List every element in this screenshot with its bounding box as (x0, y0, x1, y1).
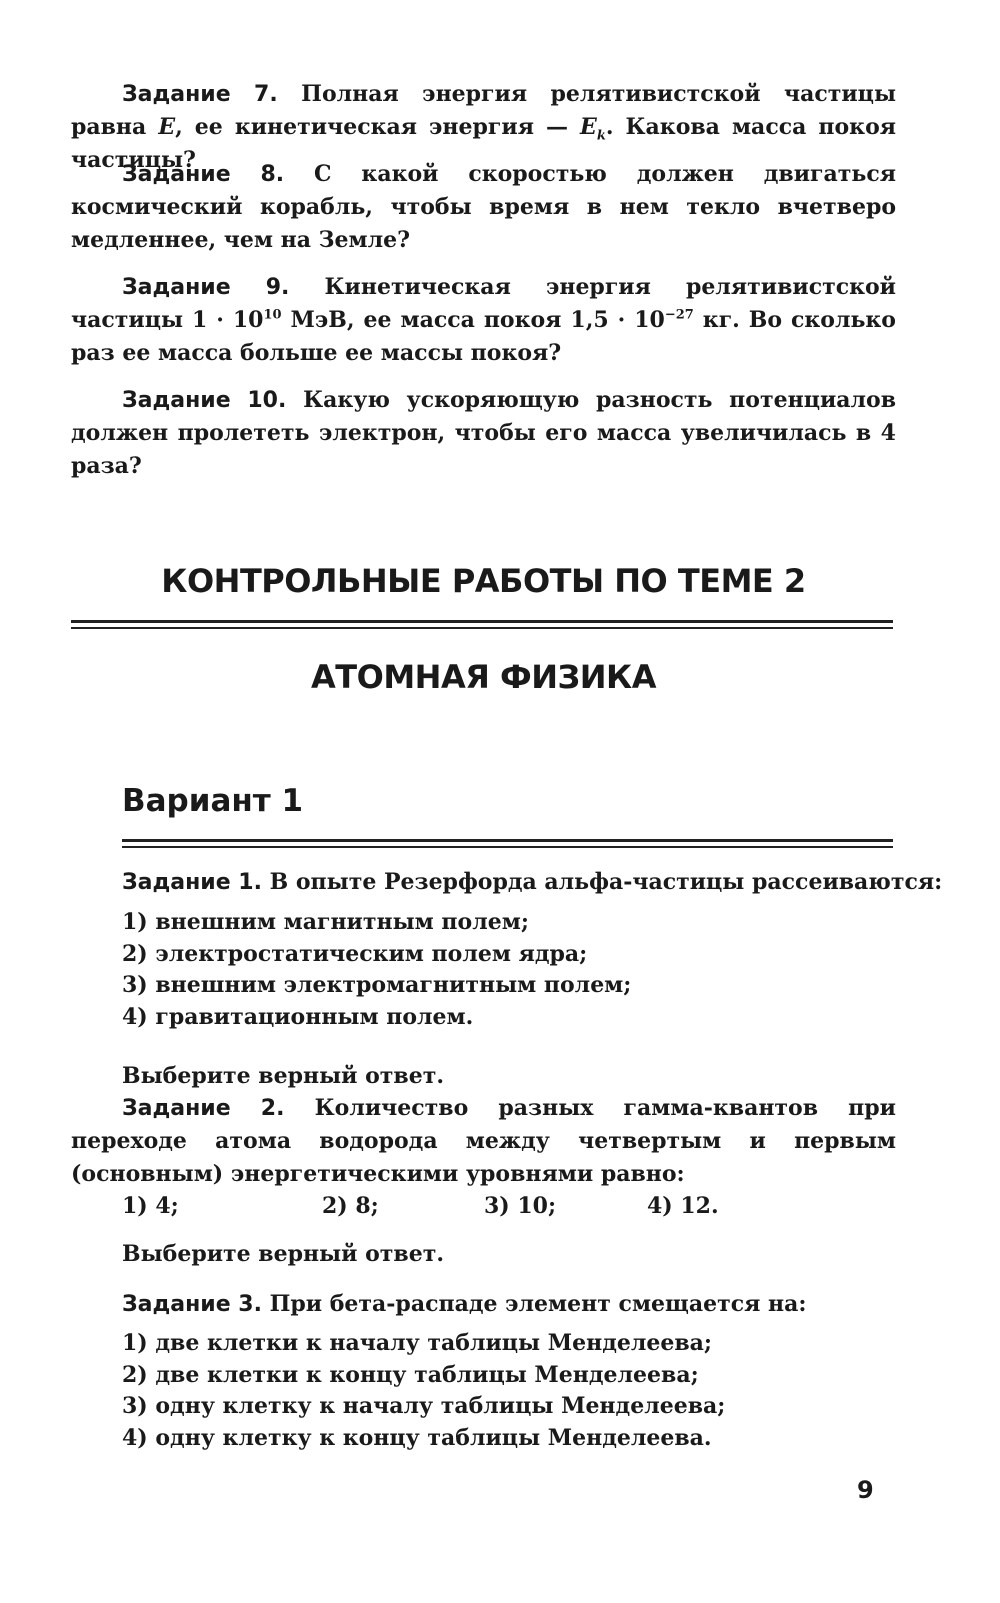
option: 2) 8; (322, 1193, 379, 1219)
task-3-question: Задание 3. При бета-распаде элемент смещается на: (122, 1291, 807, 1317)
task-label: Задание 1. (122, 870, 262, 895)
option: 3) 10; (484, 1193, 557, 1219)
task-label: Задание 10. (122, 388, 287, 413)
task-1-question: Задание 1. В опыте Резерфорда альфа-частицы рассеиваются: (122, 869, 943, 895)
task-2-question: Задание 2. Количество разных гамма-квантов при переходе атома водорода между четвертым и первым (основным) энергетическими уровнями равно: (71, 1095, 896, 1187)
option: 4) 12. (647, 1193, 719, 1219)
option: 4) гравитационным полем. (122, 1003, 474, 1030)
section-subtitle: АТОМНАЯ ФИЗИКА (311, 658, 656, 696)
section-title: КОНТРОЛЬНЫЕ РАБОТЫ ПО ТЕМЕ 2 (161, 562, 806, 600)
task-3-options (122, 1328, 892, 1454)
task-10: Задание 10. Какую ускоряющую разность потенциалов должен пролететь электрон, чтобы его масса увеличилась в 4 раза? (71, 387, 896, 479)
option: 3) одну клетку к началу таблицы Менделеева; (122, 1393, 726, 1419)
task-label: Задание 2. (122, 1096, 285, 1121)
task-1-instruction: Выберите верный ответ. (122, 1063, 444, 1089)
task-label: Задание 9. (122, 275, 290, 300)
option: 1) 4; (122, 1193, 179, 1219)
option: 1) внешним магнитным полем; (122, 909, 529, 935)
task-label: Задание 8. (122, 162, 285, 187)
task-label: Задание 3. (122, 1292, 262, 1317)
option: 1) две клетки к началу таблицы Менделеева; (122, 1330, 713, 1356)
page-number: 9 (857, 1476, 874, 1504)
task-1-options (122, 907, 892, 1033)
task-2-options (122, 1190, 882, 1223)
section-divider (71, 620, 893, 629)
variant-divider (122, 839, 893, 848)
option: 3) внешним электромагнитным полем; (122, 972, 632, 998)
variant-title: Вариант 1 (122, 783, 304, 819)
option: 2) две клетки к концу таблицы Менделеева; (122, 1361, 699, 1388)
task-7: Задание 7. Полная энергия релятивистской частицы равна E, ее кинетическая энергия — $E_k$. Какова масса покоя частицы? (71, 81, 896, 173)
task-2-instruction: Выберите верный ответ. (122, 1241, 444, 1267)
task-8: Задание 8. С какой скоростью должен двигаться космический корабль, чтобы время в нем текло вчетверо медленнее, чем на Земле? (71, 161, 896, 253)
option: 4) одну клетку к концу таблицы Менделеева. (122, 1424, 712, 1451)
task-9: Задание 9. Кинетическая энергия релятивистской частицы $1 \cdot 10^{10}$ МэВ, ее масса покоя $1,5 \cdot 10^{-27}$ кг. Во сколько раз ее масса больше ее массы покоя? (71, 274, 896, 366)
task-label: Задание 7. (122, 82, 278, 107)
option: 2) электростатическим полем ядра; (122, 940, 588, 967)
